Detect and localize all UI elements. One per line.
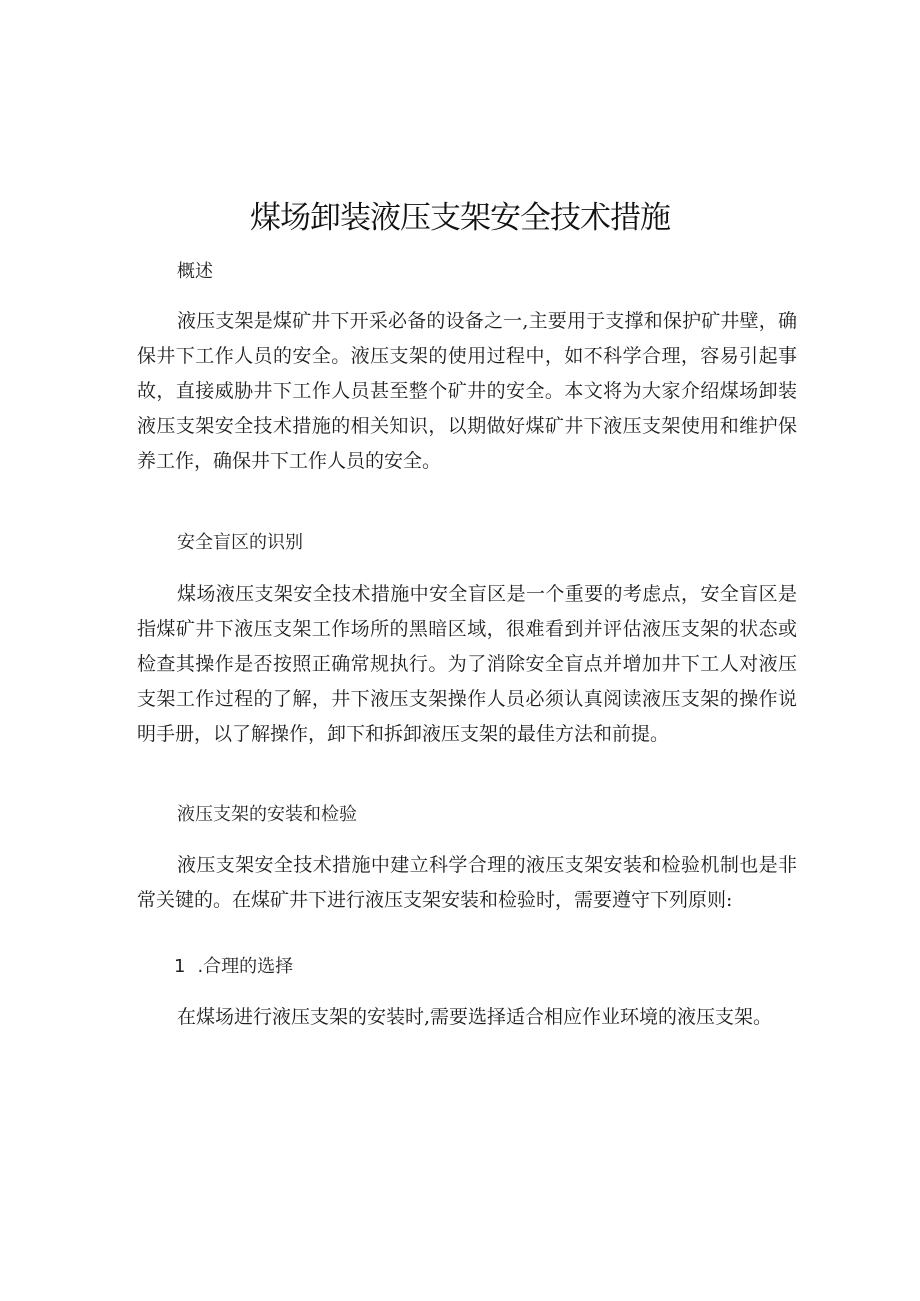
section-heading-overview: 概述	[177, 261, 213, 282]
section-paragraph-blind-spot: 煤场液压支架安全技术措施中安全盲区是一个重要的考虑点，安全盲区是指煤矿井下液压支架工作场所的黑暗区域，很难看到并评估液压支架的状态或检查其操作是否按照正确常规执行。为了消除安全盲点并增加井下工人对液压支架工作过程的了解，井下液压支架操作人员必须认真阅读液压支架的操作说明手册，以了解操作，卸下和拆卸液压支架的最佳方法和前提。	[137, 583, 797, 745]
section-heading-installation: 液压支架的安装和检验	[177, 804, 357, 825]
section-heading-blind-spot: 安全盲区的识别	[177, 532, 303, 553]
list-item-label: .合理的选择	[197, 956, 294, 977]
section-paragraph-installation: 液压支架安全技术措施中建立科学合理的液压支架安装和检验机制也是非常关键的。在煤矿井下进行液压支架安装和检验时，需要遵守下列原则:	[137, 854, 797, 911]
section-paragraph-overview: 液压支架是煤矿井下开采必备的设备之一,主要用于支撑和保护矿井壁，确保井下工作人员的安全。液压支架的使用过程中，如不科学合理，容易引起事故，直接威胁井下工作人员甚至整个矿井的安全。本文将为大家介绍煤场卸装液压支架安全技术措施的相关知识，以期做好煤矿井下液压支架使用和维护保养工作，确保井下工作人员的安全。	[137, 310, 797, 472]
list-item	[174, 952, 293, 978]
final-paragraph: 在煤场进行液压支架的安装时,需要选择适合相应作业环境的液压支架。	[177, 1006, 773, 1028]
list-item-number: 1	[174, 956, 186, 977]
document-title: 煤场卸装液压支架安全技术措施	[250, 200, 670, 236]
